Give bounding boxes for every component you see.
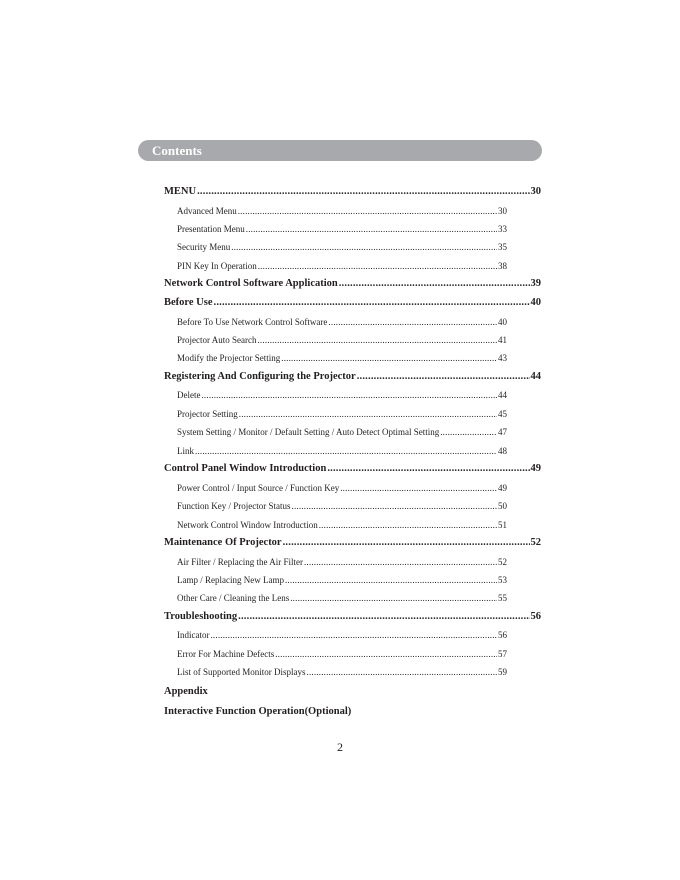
toc-entry[interactable] — [164, 275, 541, 294]
dot-leader — [201, 386, 497, 404]
dot-leader — [195, 442, 497, 460]
page-number: 2 — [337, 740, 343, 754]
toc-subentry[interactable] — [177, 589, 507, 607]
toc-entry-label: Delete — [177, 390, 201, 401]
toc-entry-label: Security Menu — [177, 242, 231, 253]
dot-leader — [440, 423, 497, 441]
toc-entry-page: 57 — [498, 648, 507, 659]
dot-leader — [327, 460, 529, 479]
toc-entry-page: 56 — [530, 610, 541, 622]
contents-header-bar — [138, 140, 542, 161]
dot-leader — [197, 183, 529, 202]
toc-entry[interactable] — [164, 183, 541, 202]
toc-entry-label: Projector Setting — [177, 408, 238, 419]
toc-subentry[interactable] — [177, 479, 507, 497]
dot-leader — [340, 479, 497, 497]
toc-entry-label: Advanced Menu — [177, 205, 237, 216]
toc-entry-label: Link — [177, 445, 194, 456]
dot-leader — [283, 534, 530, 553]
toc-entry-page: 44 — [498, 390, 507, 401]
toc-entry-label: Network Control Software Application — [164, 278, 338, 290]
toc-entry-page: 40 — [530, 296, 541, 308]
toc-entry[interactable] — [164, 702, 541, 723]
toc-entry-label: Maintenance Of Projector — [164, 536, 282, 548]
toc-subentry[interactable] — [177, 202, 507, 220]
toc-subentry[interactable] — [177, 331, 507, 349]
toc-entry-label: Indicator — [177, 630, 210, 641]
toc-entry-page: 44 — [530, 370, 541, 382]
toc-entry-label: Appendix — [164, 685, 208, 697]
table-of-contents — [164, 183, 541, 723]
dot-leader — [307, 663, 498, 681]
toc-entry-label: PIN Key In Operation — [177, 260, 257, 271]
toc-entry-label: Before To Use Network Control Software — [177, 316, 328, 327]
dot-leader — [328, 313, 497, 331]
toc-entry-page: 38 — [498, 260, 507, 271]
toc-subentry[interactable] — [177, 313, 507, 331]
toc-entry-label: Error For Machine Defects — [177, 648, 275, 659]
toc-entry-page: 52 — [498, 556, 507, 567]
toc-entry[interactable] — [164, 368, 541, 387]
dot-leader — [238, 608, 529, 627]
toc-entry-label: Before Use — [164, 296, 213, 308]
toc-entry-page: 39 — [530, 278, 541, 290]
dot-leader — [281, 349, 497, 367]
toc-entry-page: 49 — [530, 463, 541, 475]
toc-entry-label: Projector Auto Search — [177, 335, 257, 346]
dot-leader — [292, 497, 498, 515]
dot-leader — [258, 257, 497, 275]
dot-leader — [231, 238, 497, 256]
toc-entry-page: 53 — [498, 574, 507, 585]
toc-entry-label: Lamp / Replacing New Lamp — [177, 574, 284, 585]
toc-subentry[interactable] — [177, 220, 507, 238]
toc-subentry[interactable] — [177, 497, 507, 515]
toc-entry[interactable] — [164, 682, 541, 703]
dot-leader — [239, 405, 497, 423]
dot-leader — [304, 553, 497, 571]
toc-entry-label: MENU — [164, 186, 197, 197]
dot-leader — [246, 220, 497, 238]
toc-subentry[interactable] — [177, 405, 507, 423]
toc-entry-label: Interactive Function Operation(Optional) — [164, 706, 352, 718]
toc-entry-page: 35 — [498, 242, 507, 253]
dot-leader — [290, 589, 497, 607]
toc-entry[interactable] — [164, 460, 541, 479]
toc-subentry[interactable] — [177, 442, 507, 460]
toc-entry-page: 43 — [498, 353, 507, 364]
toc-subentry[interactable] — [177, 663, 507, 681]
toc-entry-label: Presentation Menu — [177, 224, 245, 235]
toc-entry-label: Network Control Window Introduction — [177, 519, 318, 530]
toc-entry-page: 45 — [498, 408, 507, 419]
toc-subentry[interactable] — [177, 257, 507, 275]
toc-entry-page: 55 — [498, 593, 507, 604]
toc-entry-page: 33 — [498, 224, 507, 235]
toc-entry-page: 56 — [498, 630, 507, 641]
dot-leader — [357, 368, 530, 387]
dot-leader — [214, 294, 530, 313]
toc-entry-page: 50 — [498, 501, 507, 512]
toc-entry-label: Other Care / Cleaning the Lens — [177, 593, 290, 604]
toc-entry-page: 40 — [498, 316, 507, 327]
toc-subentry[interactable] — [177, 516, 507, 534]
toc-subentry[interactable] — [177, 626, 507, 644]
toc-subentry[interactable] — [177, 553, 507, 571]
toc-entry-page: 30 — [498, 205, 507, 216]
toc-entry-page: 41 — [498, 335, 507, 346]
toc-entry-page: 48 — [498, 445, 507, 456]
dot-leader — [257, 331, 497, 349]
toc-entry[interactable] — [164, 534, 541, 553]
toc-entry-page: 49 — [498, 482, 507, 493]
toc-entry[interactable] — [164, 608, 541, 627]
toc-entry-page: 59 — [498, 667, 507, 678]
toc-subentry[interactable] — [177, 386, 507, 404]
page-title: Contents — [152, 143, 202, 158]
toc-entry-page: 52 — [530, 536, 541, 548]
toc-entry-label: Function Key / Projector Status — [177, 501, 291, 512]
toc-entry-page: 47 — [498, 427, 507, 438]
dot-leader — [285, 571, 497, 589]
toc-entry-page: 51 — [498, 519, 507, 530]
dot-leader — [339, 275, 530, 294]
toc-entry-page: 30 — [530, 186, 541, 197]
toc-entry-label: System Setting / Monitor / Default Setting / Auto Detect Optimal Setting — [177, 427, 440, 438]
dot-leader — [275, 645, 497, 663]
toc-subentry[interactable] — [177, 238, 507, 256]
dot-leader — [319, 516, 497, 534]
toc-entry-label: Air Filter / Replacing the Air Filter — [177, 556, 303, 567]
toc-entry-label: Power Control / Input Source / Function Key — [177, 482, 340, 493]
toc-subentry[interactable] — [177, 645, 507, 663]
toc-entry[interactable] — [164, 294, 541, 313]
toc-entry-label: Control Panel Window Introduction — [164, 463, 327, 475]
toc-subentry[interactable] — [177, 349, 507, 367]
toc-entry-label: List of Supported Monitor Displays — [177, 667, 306, 678]
toc-entry-label: Troubleshooting — [164, 610, 238, 622]
toc-subentry[interactable] — [177, 423, 507, 441]
toc-entry-label: Modify the Projector Setting — [177, 353, 281, 364]
dot-leader — [238, 202, 497, 220]
dot-leader — [210, 626, 497, 644]
toc-entry-label: Registering And Configuring the Projector — [164, 370, 356, 382]
toc-subentry[interactable] — [177, 571, 507, 589]
